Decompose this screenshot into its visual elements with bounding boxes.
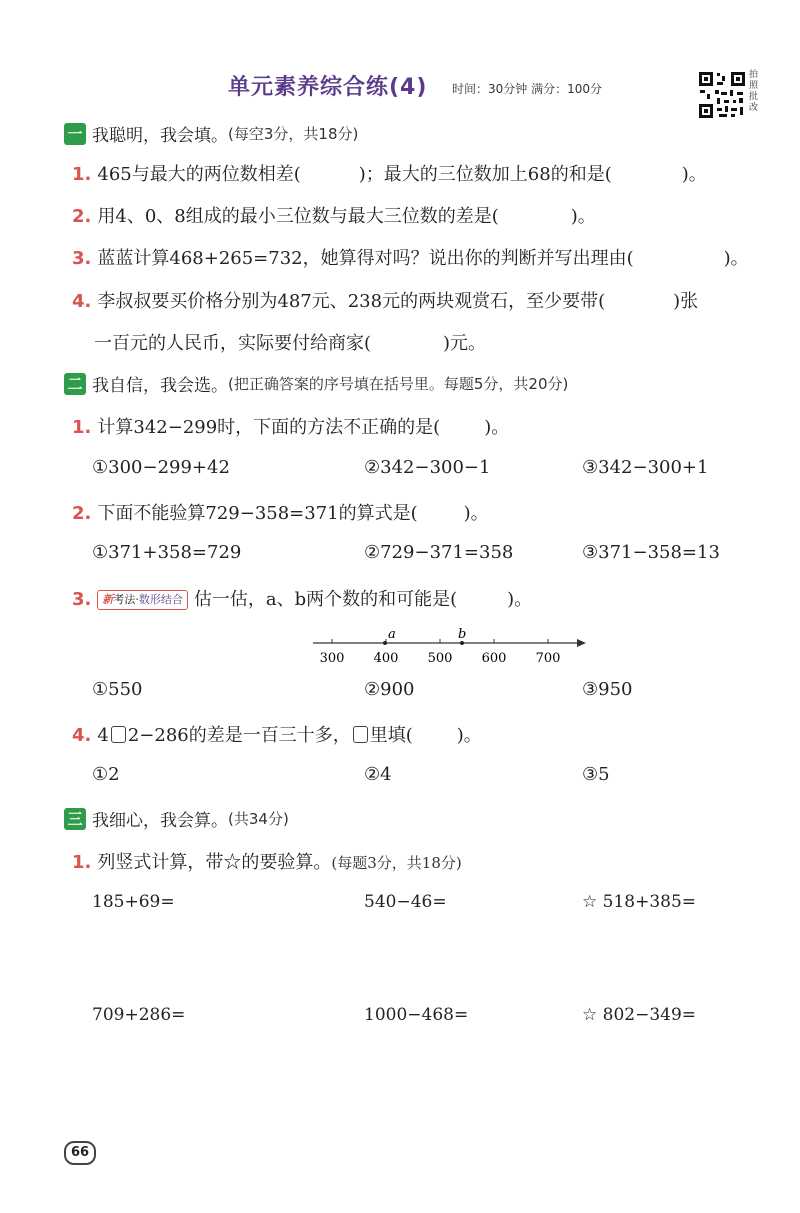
s2-q1-option-3[interactable]: ③342−300+1 <box>582 457 709 478</box>
new-method-tag: 新考法·数形结合 <box>97 590 188 610</box>
s2-q3-option-2[interactable]: ②900 <box>364 679 415 700</box>
page-number: 66 <box>64 1141 96 1165</box>
s2-q3-option-1[interactable]: ①550 <box>92 679 143 700</box>
section-2-note: (把正确答案的序号填在括号里。每题5分，共20分) <box>228 375 569 393</box>
s2-q4-option-2[interactable]: ②4 <box>364 764 392 785</box>
digit-box <box>111 726 126 743</box>
section-1-header <box>64 121 358 146</box>
s2-q4-option-3[interactable]: ③5 <box>582 764 610 785</box>
question-number: 4. <box>72 725 92 746</box>
section-2-badge: 二 <box>64 373 86 395</box>
question-number: 2. <box>72 206 92 227</box>
s2-question-3: 3. 新考法·数形结合 估一估，a、b两个数的和可能是( )。 <box>72 589 533 610</box>
s2-q2-option-2[interactable]: ②729−371=358 <box>364 542 514 563</box>
section-1-badge: 一 <box>64 123 86 145</box>
calc-problem-6: ☆ 802−349= <box>582 1005 697 1025</box>
question-number: 2. <box>72 503 92 524</box>
question-number: 4. <box>72 291 92 312</box>
s3-question-1: 1. 列竖式计算，带☆的要验算。(每题3分，共18分) <box>72 852 462 873</box>
s2-q2-option-3[interactable]: ③371−358=13 <box>582 542 720 563</box>
tick-label: 500 <box>427 651 453 666</box>
section-3-title: 我细心，我会算。 <box>92 811 228 831</box>
question-number: 3. <box>72 589 92 610</box>
s2-q1-option-2[interactable]: ②342−300−1 <box>364 457 491 478</box>
qr-label: 拍照批改 <box>749 70 759 113</box>
tick-label: 700 <box>535 651 561 666</box>
calc-problem-5: 1000−468= <box>364 1005 469 1025</box>
worksheet-title: 单元素养综合练(4) <box>228 75 428 100</box>
s2-q4-option-1[interactable]: ①2 <box>92 764 120 785</box>
question-number: 3. <box>72 248 92 269</box>
s2-q1-option-1[interactable]: ①300−299+42 <box>92 457 230 478</box>
digit-box <box>353 726 368 743</box>
s1-question-4: 4. 李叔叔要买价格分别为487元、238元的两块观赏石，至少要带( )张 <box>72 291 699 312</box>
calc-problem-1: 185+69= <box>92 892 175 912</box>
calc-problem-3: ☆ 518+385= <box>582 892 697 912</box>
point-a <box>383 641 387 645</box>
section-2-header <box>64 371 568 396</box>
s2-question-1: 1. 计算342−299时，下面的方法不正确的是( )。 <box>72 417 510 438</box>
calc-problem-4: 709+286= <box>92 1005 186 1025</box>
s1-question-1: 1. 465与最大的两位数相差( )；最大的三位数加上68的和是( )。 <box>72 164 707 185</box>
section-1-note: (每空3分，共18分) <box>228 125 359 143</box>
s1-question-3: 3. 蓝蓝计算468+265=732，她算得对吗？说出你的判断并写出理由( )。 <box>72 248 749 269</box>
qr-code-icon[interactable] <box>697 70 747 120</box>
calc-problem-2: 540−46= <box>364 892 447 912</box>
s1-question-2: 2. 用4、0、8组成的最小三位数与最大三位数的差是( )。 <box>72 206 596 227</box>
question-number: 1. <box>72 417 92 438</box>
s2-q2-option-1[interactable]: ①371+358=729 <box>92 542 242 563</box>
tick-label: 300 <box>319 651 345 666</box>
question-number: 1. <box>72 164 92 185</box>
tick-label: 600 <box>481 651 507 666</box>
section-2-title: 我自信，我会选。 <box>92 376 228 396</box>
section-1-title: 我聪明，我会填。 <box>92 126 228 146</box>
label-a: a <box>388 627 396 642</box>
tick-label: 400 <box>373 651 399 666</box>
section-3-header <box>64 806 289 831</box>
s2-question-2: 2. 下面不能验算729−358=371的算式是( )。 <box>72 503 489 524</box>
s2-q3-option-3[interactable]: ③950 <box>582 679 633 700</box>
question-number: 1. <box>72 852 92 873</box>
s1-question-4-line2: 一百元的人民币，实际要付给商家( )元。 <box>94 333 487 354</box>
section-3-badge: 三 <box>64 808 86 830</box>
s2-question-4: 4. 4 2−286的差是一百三十多， 里填( )。 <box>72 725 482 746</box>
section-3-note: (共34分) <box>228 810 289 828</box>
number-line-arrow <box>577 639 586 647</box>
label-b: b <box>458 627 467 642</box>
time-score-info: 时间：30分钟 满分：100分 <box>452 82 602 96</box>
number-line <box>305 624 595 670</box>
